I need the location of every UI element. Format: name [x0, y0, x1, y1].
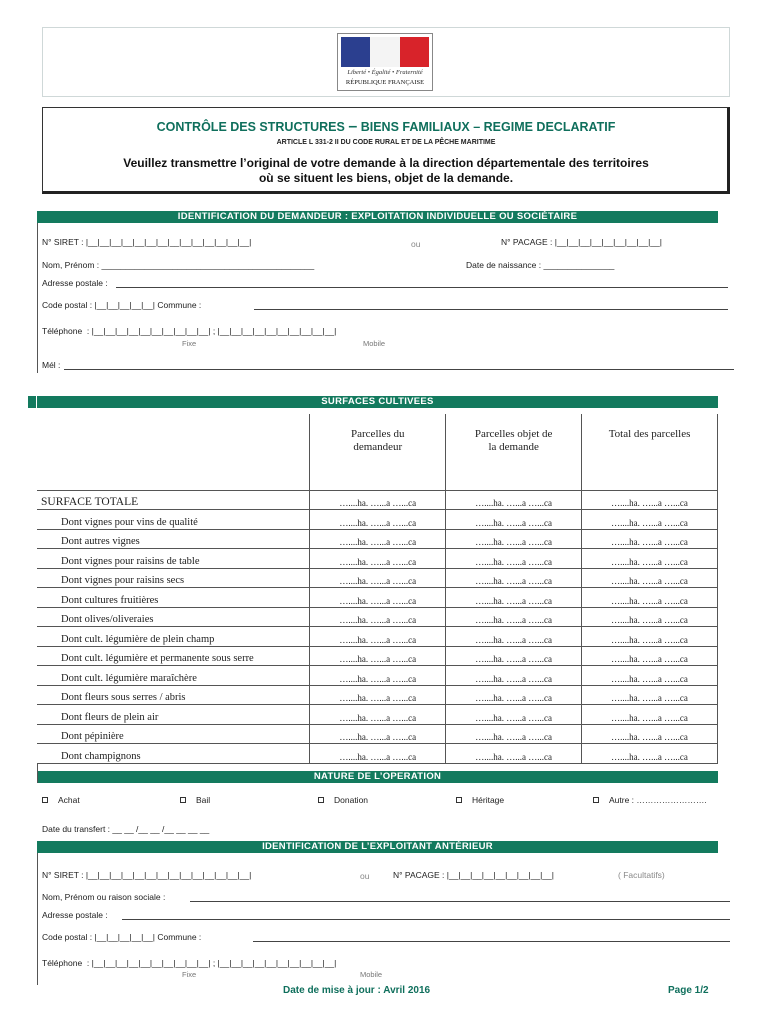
operation-option[interactable] [456, 795, 504, 805]
surface-input-total[interactable]: …....ha. …...a …...ca [582, 646, 718, 666]
table-row [37, 705, 718, 725]
surface-input-total[interactable]: …....ha. …...a …...ca [582, 568, 718, 588]
page-number: Page 1/2 [668, 985, 709, 996]
prev-mobile-label: Mobile [360, 970, 383, 979]
row-label: Dont olives/oliveraies [37, 607, 310, 627]
row-label: Dont fleurs sous serres / abris [37, 685, 310, 705]
surface-input-objet[interactable]: …....ha. …...a …...ca [446, 549, 582, 569]
table-header-row [37, 414, 718, 490]
surface-input-total[interactable]: …....ha. …...a …...ca [582, 744, 718, 764]
surface-input-demandeur[interactable]: …....ha. …...a …...ca [310, 646, 446, 666]
surface-input-objet[interactable]: …....ha. …...a …...ca [446, 724, 582, 744]
surface-input-demandeur[interactable]: …....ha. …...a …...ca [310, 510, 446, 530]
surface-input-objet[interactable]: …....ha. …...a …...ca [446, 744, 582, 764]
surface-input-objet[interactable]: …....ha. …...a …...ca [446, 490, 582, 510]
row-label: Dont cult. légumière et permanente sous serre [37, 646, 310, 666]
operation-option-label: Donation [334, 795, 369, 805]
surface-input-objet[interactable]: …....ha. …...a …...ca [446, 685, 582, 705]
operation-option[interactable] [42, 795, 80, 805]
surface-input-objet[interactable]: …....ha. …...a …...ca [446, 607, 582, 627]
prev-commune-field[interactable] [253, 941, 730, 942]
table-row [37, 685, 718, 705]
surface-input-objet[interactable]: …....ha. …...a …...ca [446, 705, 582, 725]
birthdate-field[interactable]: Date de naissance : _______________ [466, 260, 615, 270]
checkbox-icon[interactable] [318, 797, 324, 803]
surface-input-demandeur[interactable]: …....ha. …...a …...ca [310, 666, 446, 686]
table-row [37, 724, 718, 744]
table-row [37, 568, 718, 588]
row-label: Dont vignes pour raisins de table [37, 549, 310, 569]
row-label: Dont champignons [37, 744, 310, 764]
section-header-anterieur: IDENTIFICATION DE L’EXPLOITANT ANTÉRIEUR [37, 841, 718, 853]
table-row [37, 744, 718, 764]
surface-input-objet[interactable]: …....ha. …...a …...ca [446, 646, 582, 666]
row-label: Dont autres vignes [37, 529, 310, 549]
instruction-text: Veuillez transmettre l’original de votre demande à la direction départementale des territoires où se situent les biens, objet de la demande. [123, 156, 649, 185]
surface-input-total[interactable]: …....ha. …...a …...ca [582, 685, 718, 705]
surface-input-total[interactable]: …....ha. …...a …...ca [582, 490, 718, 510]
prev-landline-label: Fixe [182, 970, 197, 979]
surface-input-total[interactable]: …....ha. …...a …...ca [582, 724, 718, 744]
section-border [37, 763, 38, 783]
surfaces-table [37, 414, 718, 764]
operation-option[interactable] [180, 795, 210, 805]
section-header-operation: NATURE DE L’OPERATION [37, 771, 718, 783]
col-header-demandeur: Parcelles du demandeur [310, 414, 446, 490]
surface-input-total[interactable]: …....ha. …...a …...ca [582, 607, 718, 627]
section-header-demandeur: IDENTIFICATION DU DEMANDEUR : EXPLOITATION INDIVIDUELLE OU SOCIÉTAIRE [37, 211, 718, 223]
operation-option-label: Achat [58, 795, 80, 805]
surface-input-objet[interactable]: …....ha. …...a …...ca [446, 588, 582, 608]
prev-name-field[interactable] [190, 901, 730, 902]
operation-options [42, 795, 732, 809]
table-row [37, 627, 718, 647]
row-label: Dont vignes pour raisins secs [37, 568, 310, 588]
operation-option[interactable] [318, 795, 368, 805]
siret-field[interactable]: N° SIRET : |__|__|__|__|__|__|__|__|__|__|__|__|__|__| [42, 237, 252, 247]
checkbox-icon[interactable] [42, 797, 48, 803]
surface-input-demandeur[interactable]: …....ha. …...a …...ca [310, 627, 446, 647]
surface-input-objet[interactable]: …....ha. …...a …...ca [446, 529, 582, 549]
surface-input-demandeur[interactable]: …....ha. …...a …...ca [310, 529, 446, 549]
transfer-date-field[interactable]: Date du transfert : __ __ /__ __ /__ __ __ __ [42, 824, 210, 834]
row-label: Dont cult. légumière maraîchère [37, 666, 310, 686]
row-label: Dont fleurs de plein air [37, 705, 310, 725]
section-tab [28, 396, 36, 408]
surface-input-demandeur[interactable]: …....ha. …...a …...ca [310, 744, 446, 764]
prev-pacage-field[interactable]: N° PACAGE : |__|__|__|__|__|__|__|__|__| [393, 870, 554, 880]
surface-input-demandeur[interactable]: …....ha. …...a …...ca [310, 549, 446, 569]
surface-input-objet[interactable]: …....ha. …...a …...ca [446, 510, 582, 530]
header-empty-cell [37, 414, 310, 490]
row-label: Dont pépinière [37, 724, 310, 744]
surface-input-objet[interactable]: …....ha. …...a …...ca [446, 627, 582, 647]
surface-input-demandeur[interactable]: …....ha. …...a …...ca [310, 685, 446, 705]
table-row [37, 588, 718, 608]
col-header-objet: Parcelles objet de la demande [446, 414, 582, 490]
surface-input-demandeur[interactable]: …....ha. …...a …...ca [310, 568, 446, 588]
pacage-field[interactable]: N° PACAGE : |__|__|__|__|__|__|__|__|__| [501, 237, 662, 247]
surface-input-total[interactable]: …....ha. …...a …...ca [582, 549, 718, 569]
republic-text: RÉPUBLIQUE FRANÇAISE [345, 79, 425, 86]
table-row [37, 549, 718, 569]
col-header-total: Total des parcelles [582, 414, 718, 490]
checkbox-icon[interactable] [593, 797, 599, 803]
checkbox-icon[interactable] [456, 797, 462, 803]
surface-input-total[interactable]: …....ha. …...a …...ca [582, 588, 718, 608]
phone-field[interactable]: Téléphone : |__|__|__|__|__|__|__|__|__|__| ; |__|__|__|__|__|__|__|__|__|__| [42, 326, 337, 336]
surface-input-total[interactable]: …....ha. …...a …...ca [582, 510, 718, 530]
row-label: Dont cult. légumière de plein champ [37, 627, 310, 647]
prev-name-label: Nom, Prénom ou raison sociale : [42, 892, 166, 902]
section-border [37, 853, 38, 985]
prev-address-field[interactable] [122, 919, 730, 920]
surface-input-demandeur[interactable]: …....ha. …...a …...ca [310, 607, 446, 627]
surface-input-total[interactable]: …....ha. …...a …...ca [582, 666, 718, 686]
surface-input-total[interactable]: …....ha. …...a …...ca [582, 529, 718, 549]
mobile-label: Mobile [363, 339, 386, 348]
table-row [37, 646, 718, 666]
table-row [37, 490, 718, 510]
checkbox-icon[interactable] [180, 797, 186, 803]
section-border [37, 223, 38, 373]
prev-siret-field[interactable]: N° SIRET : |__|__|__|__|__|__|__|__|__|__|__|__|__|__| [42, 870, 252, 880]
or-label: ou [411, 239, 421, 249]
surface-input-demandeur[interactable]: …....ha. …...a …...ca [310, 705, 446, 725]
row-label: SURFACE TOTALE [37, 490, 310, 510]
postal-code-field[interactable]: Code postal : |__|__|__|__|__| Commune : [42, 300, 202, 310]
optional-label: ( Facultatifs) [618, 870, 665, 880]
surface-input-total[interactable]: …....ha. …...a …...ca [582, 705, 718, 725]
name-field[interactable]: Nom, Prénom : _____________________________________________ [42, 260, 315, 270]
operation-option[interactable] [593, 795, 707, 805]
surface-input-objet[interactable]: …....ha. …...a …...ca [446, 666, 582, 686]
email-field[interactable] [64, 369, 734, 370]
table-row [37, 529, 718, 549]
table-row [37, 510, 718, 530]
marianne-logo [337, 33, 433, 91]
operation-option-label: Héritage [472, 795, 505, 805]
address-label: Adresse postale : [42, 278, 108, 288]
prev-address-label: Adresse postale : [42, 910, 108, 920]
surface-input-objet[interactable]: …....ha. …...a …...ca [446, 568, 582, 588]
form-title: CONTRÔLE DES STRUCTURES – BIENS FAMILIAUX – REGIME DECLARATIF [156, 118, 616, 135]
section-header-surfaces: SURFACES CULTIVEES [37, 396, 718, 408]
address-field[interactable] [116, 287, 728, 288]
row-label: Dont cultures fruitières [37, 588, 310, 608]
operation-option-label: Autre : ……………………. [609, 795, 707, 805]
surface-input-demandeur[interactable]: …....ha. …...a …...ca [310, 490, 446, 510]
surface-input-demandeur[interactable]: …....ha. …...a …...ca [310, 588, 446, 608]
prev-phone-field[interactable]: Téléphone : |__|__|__|__|__|__|__|__|__|__| ; |__|__|__|__|__|__|__|__|__|__| [42, 958, 337, 968]
article-reference: ARTICLE L 331-2 II DU CODE RURAL ET DE LA PÊCHE MARITIME [276, 139, 496, 146]
surface-input-total[interactable]: …....ha. …...a …...ca [582, 627, 718, 647]
operation-option-label: Bail [196, 795, 211, 805]
commune-field[interactable] [254, 309, 728, 310]
landline-label: Fixe [182, 339, 197, 348]
email-label: Mél : [42, 360, 61, 370]
update-date: Date de mise à jour : Avril 2016 [283, 985, 431, 996]
row-label: Dont vignes pour vins de qualité [37, 510, 310, 530]
motto-text: Liberté • Égalité • Fraternité [347, 69, 423, 76]
surface-input-demandeur[interactable]: …....ha. …...a …...ca [310, 724, 446, 744]
prev-postal-code-field[interactable]: Code postal : |__|__|__|__|__| Commune : [42, 932, 202, 942]
table-row [37, 607, 718, 627]
tricolor-flag-icon [341, 37, 429, 67]
table-row [37, 666, 718, 686]
prev-or-label: ou [360, 871, 370, 881]
